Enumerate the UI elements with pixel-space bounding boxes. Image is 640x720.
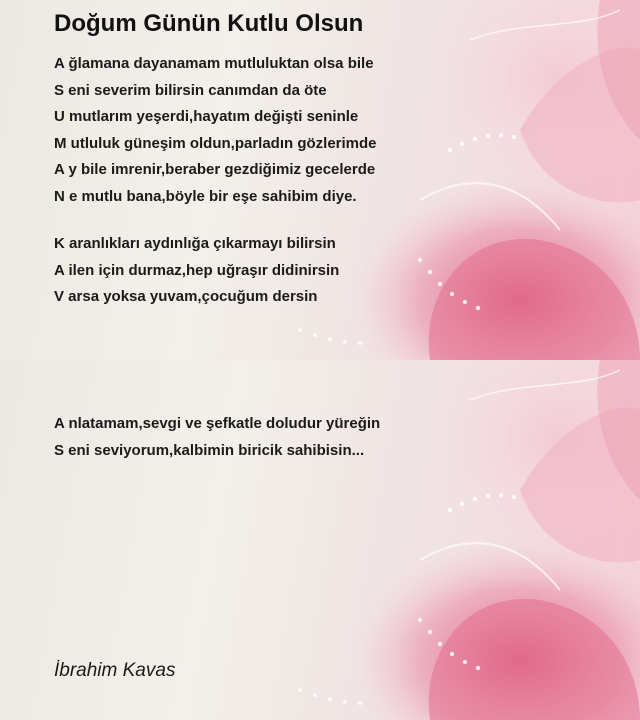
poem-line: S eni severim bilirsin canımdan da öte (54, 81, 327, 99)
stanza-2 (54, 231, 339, 311)
poem-title: Doğum Günün Kutlu Olsun (54, 10, 364, 37)
poem-line: A nlatamam,sevgi ve şefkatle doludur yüreğin (54, 415, 381, 432)
poem-line: A ğlamana dayanamam mutluluktan olsa bile (54, 55, 374, 72)
poem-line: S eni seviyorum,kalbimin biricik sahibisin... (54, 441, 365, 459)
poem-line: M utluluk güneşim oldun,parladın gözlerimde (54, 134, 377, 152)
poem-line: A ilen için durmaz,hep uğraşır didinirsin (54, 261, 340, 279)
poem-line: U mutlarım yeşerdi,hayatım değişti seninle (54, 108, 359, 125)
stanza-1 (54, 51, 377, 210)
poem-line: N e mutlu bana,böyle bir eşe sahibim diye. (54, 187, 357, 205)
poem-author: İbrahim Kavas (54, 660, 176, 681)
poem-line: K aranlıkları aydınlığa çıkarmayı bilirsin (54, 235, 336, 252)
poem-line: A y bile imrenir,beraber gezdiğimiz gecelerde (54, 161, 376, 178)
poem-line: V arsa yoksa yuvam,çocuğum dersin (54, 288, 318, 305)
stanza-3 (54, 411, 380, 464)
